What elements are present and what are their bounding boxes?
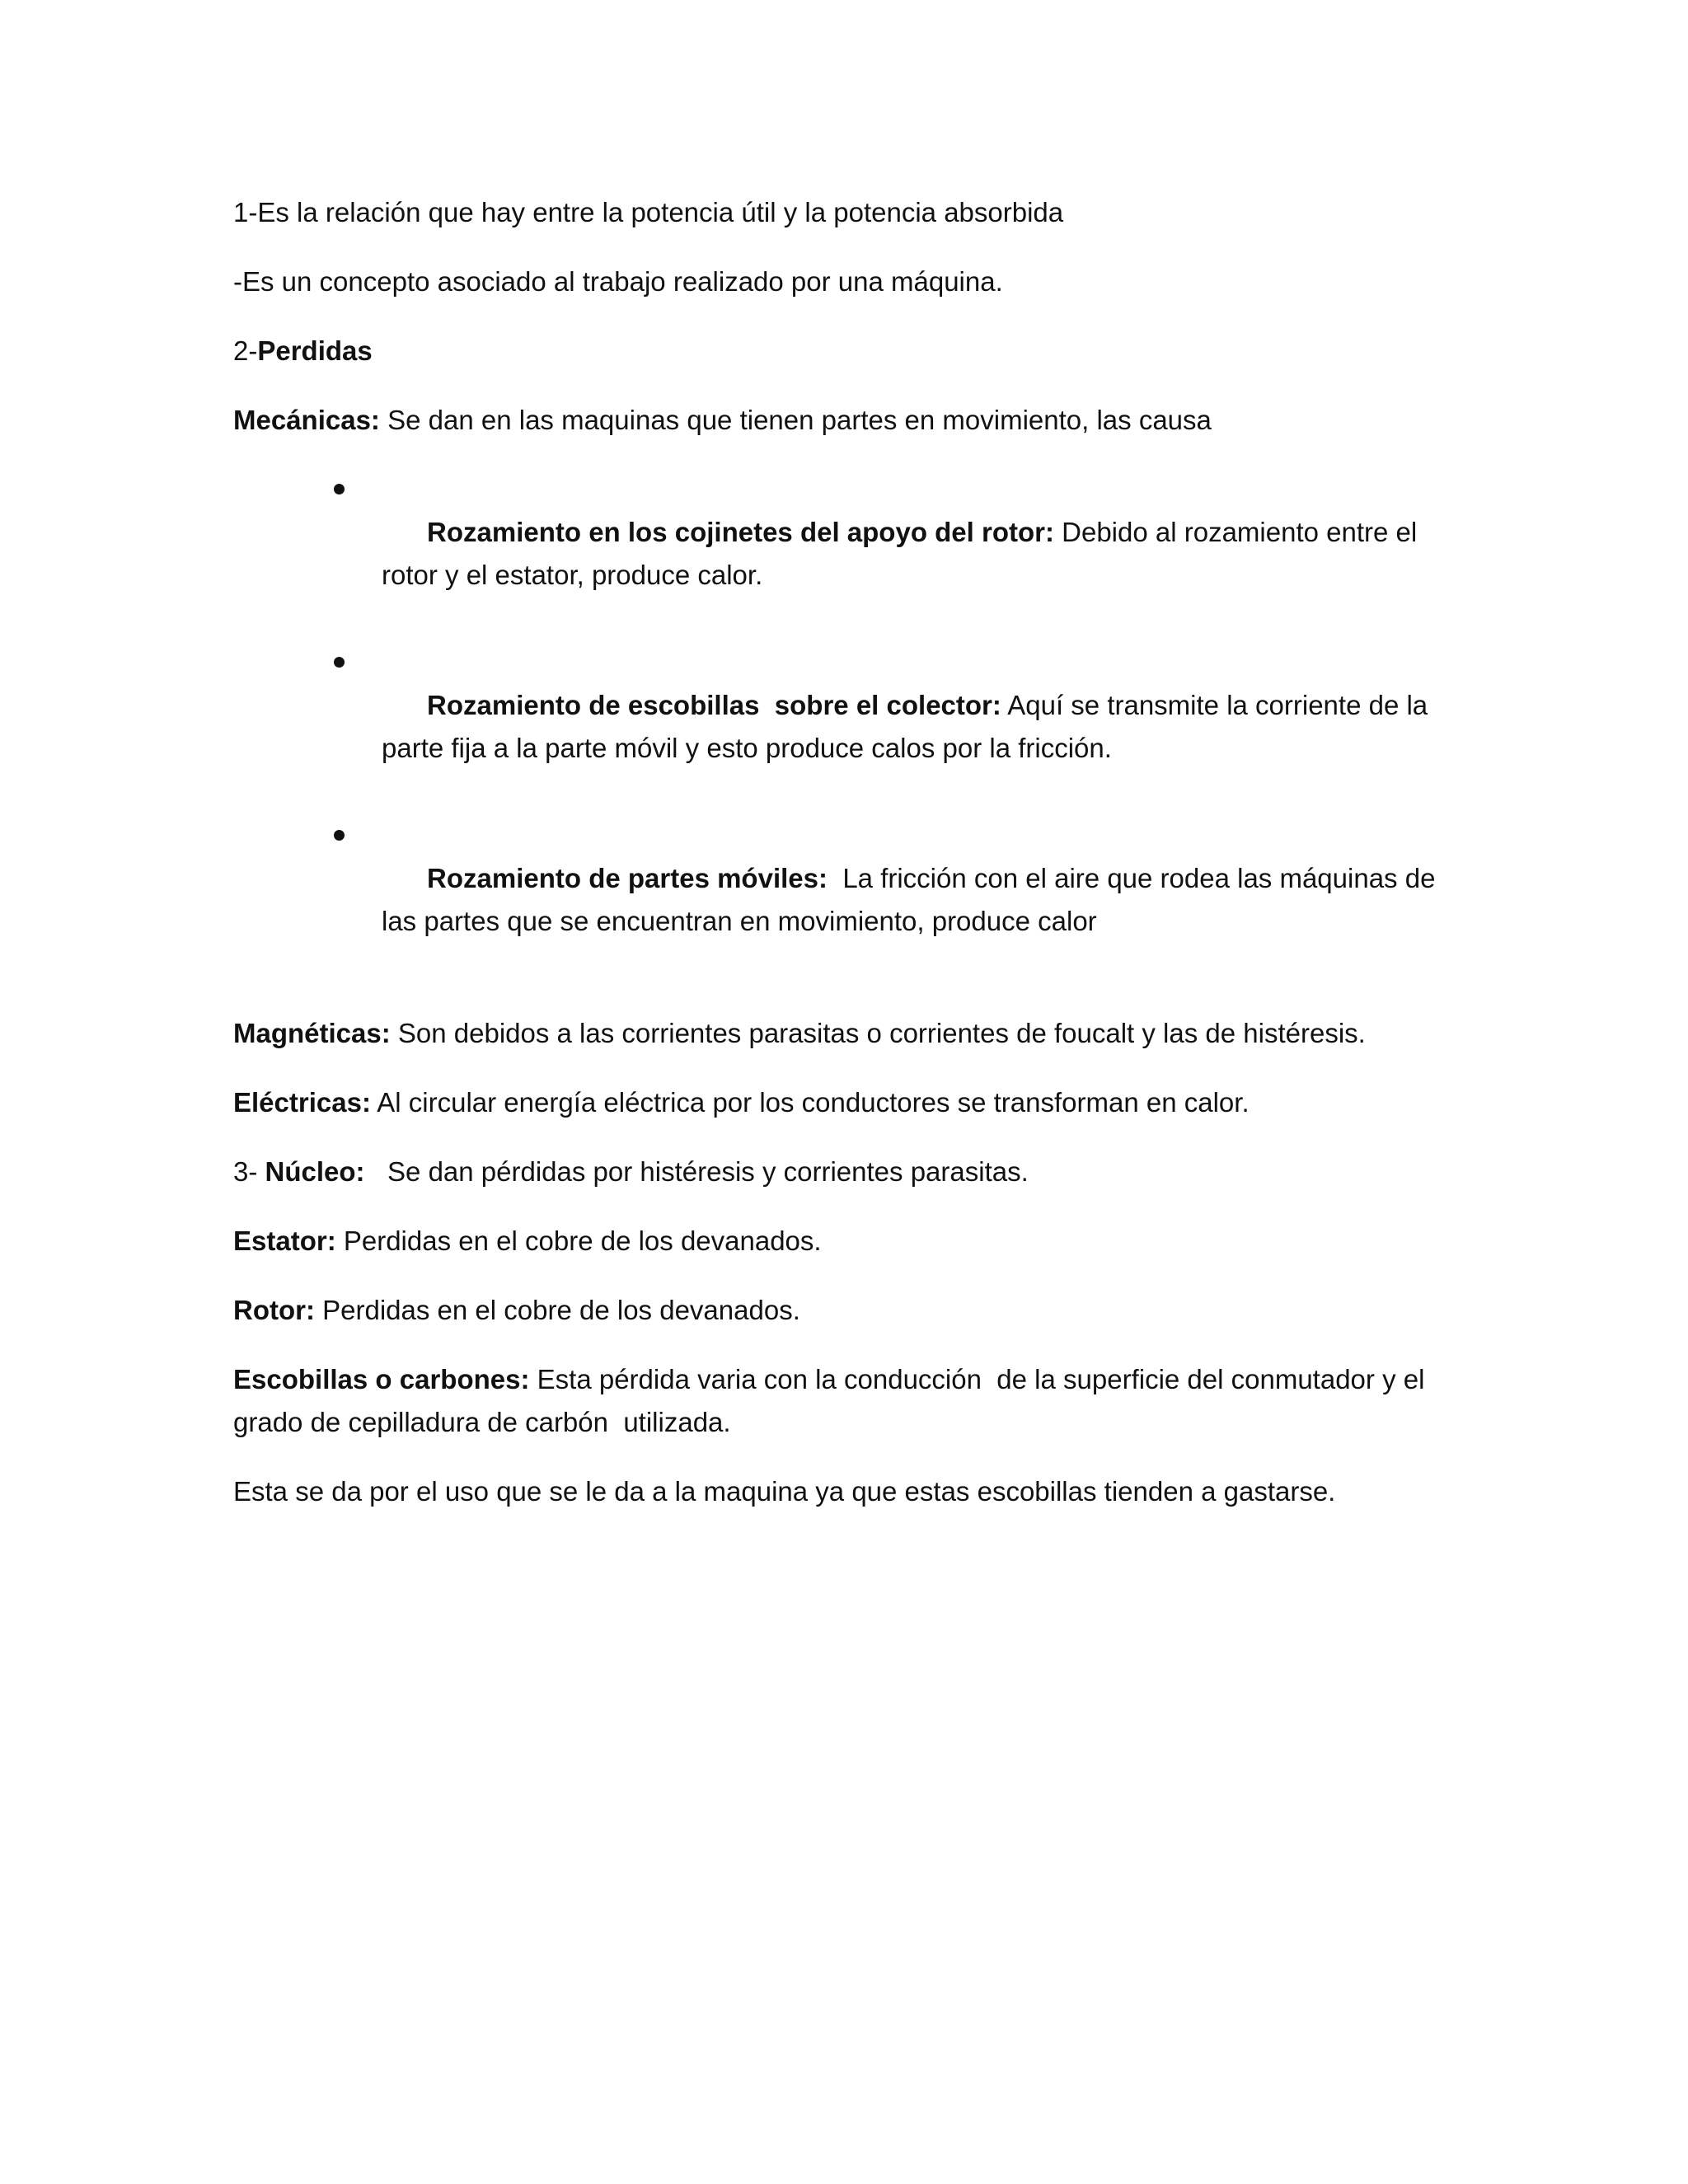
text-estator: Perdidas en el cobre de los devanados.: [335, 1226, 822, 1256]
paragraph-magneticas: [233, 1012, 1470, 1055]
list-item: [233, 468, 1470, 640]
paragraph-definition: 1-Es la relación que hay entre la potencia útil y la potencia absorbida: [233, 197, 1064, 227]
label-rotor: Rotor:: [233, 1295, 315, 1325]
paragraph-estator: [233, 1220, 1470, 1263]
heading-number: 2-: [233, 335, 258, 366]
label-magneticas: Magnéticas:: [233, 1018, 391, 1048]
paragraph-electricas: [233, 1081, 1470, 1124]
text-nucleo: Se dan pérdidas por histéresis y corrientes parasitas.: [364, 1156, 1029, 1187]
document-page: [233, 191, 1470, 1540]
bullet-label: Rozamiento de escobillas sobre el colector:: [427, 690, 1001, 720]
label-escobillas: Escobillas o carbones:: [233, 1364, 530, 1394]
bullet-list: [233, 468, 1470, 986]
list-item: [233, 641, 1470, 813]
bullet-text: Debido al rozamiento entre el rotor y el estator, produce calor.: [382, 517, 1425, 590]
heading-perdidas: [233, 330, 1470, 373]
nucleo-number: 3-: [233, 1156, 265, 1187]
bullet-label: Rozamiento en los cojinetes del apoyo del rotor:: [427, 517, 1054, 547]
bullet-text: Aquí se transmite la corriente de la parte fija a la parte móvil y esto produce calos por la fricción.: [382, 690, 1436, 763]
paragraph-nucleo: [233, 1151, 1470, 1193]
bullet-label: Rozamiento de partes móviles:: [427, 863, 828, 893]
bullet-icon: [334, 830, 345, 841]
text-mecanicas: Se dan en las maquinas que tienen partes en movimiento, las causa: [379, 405, 1212, 435]
paragraph-rotor: [233, 1289, 1470, 1332]
text-rotor: Perdidas en el cobre de los devanados.: [314, 1295, 800, 1325]
paragraph-mecanicas: [233, 399, 1470, 442]
paragraph-final: Esta se da por el uso que se le da a la maquina ya que estas escobillas tienden a gastarse.: [233, 1476, 1336, 1507]
label-nucleo: Núcleo:: [265, 1156, 365, 1187]
paragraph-concept: -Es un concepto asociado al trabajo realizado por una máquina.: [233, 266, 1003, 297]
bullet-icon: [334, 484, 345, 494]
label-mecanicas: Mecánicas:: [233, 405, 380, 435]
text-electricas: Al circular energía eléctrica por los conductores se transforman en calor.: [370, 1087, 1250, 1118]
heading-text: Perdidas: [257, 335, 373, 366]
bullet-text: La fricción con el aire que rodea las máquinas de las partes que se encuentran en movimiento, produce calor: [382, 863, 1443, 936]
bullet-icon: [334, 657, 345, 668]
label-estator: Estator:: [233, 1226, 336, 1256]
list-item: [233, 814, 1470, 986]
paragraph-escobillas: [233, 1358, 1470, 1444]
label-electricas: Eléctricas:: [233, 1087, 371, 1118]
text-escobillas: Esta pérdida varia con la conducción de la superficie del conmutador y el grado de cepilladura de carbón utilizada.: [233, 1364, 1432, 1437]
text-magneticas: Son debidos a las corrientes parasitas o corrientes de foucalt y las de histéresis.: [390, 1018, 1366, 1048]
